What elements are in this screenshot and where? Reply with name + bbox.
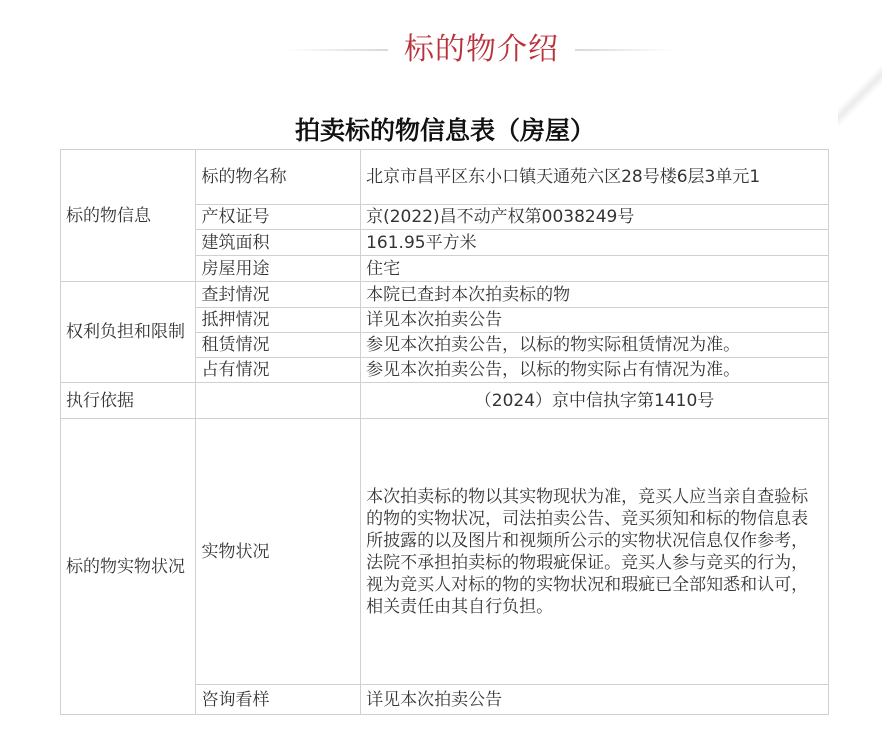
row-label-area: 建筑面积 (196, 230, 361, 256)
category-condition: 标的物实物状况 (61, 419, 196, 715)
row-value-lease: 参见本次拍卖公告，以标的物实际租赁情况为准。 (361, 333, 829, 358)
row-value-name: 北京市昌平区东小口镇天通苑六区28号楼6层3单元1 (361, 150, 829, 205)
table-row (61, 282, 829, 308)
row-label-mortgage: 抵押情况 (196, 308, 361, 333)
row-value-condition: 本次拍卖标的物以其实物现状为准，竞买人应当亲自查验标的物的实物状况，司法拍卖公告、竞买须知和标的物信息表所披露的以及图片和视频所公示的实物状况信息仅作参考，法院不承担拍卖标的物瑕疵保证。竞买人参与竞买的行为，视为竞买人对标的物的实物状况和瑕疵已全部知悉和认可，相关责任由其自行负担。 (361, 419, 829, 685)
header-divider-left (286, 49, 388, 51)
row-label-occupancy: 占有情况 (196, 358, 361, 383)
row-value-execution: （2024）京中信执字第1410号 (361, 383, 829, 419)
row-value-area: 161.95平方米 (361, 230, 829, 256)
row-label-lease: 租赁情况 (196, 333, 361, 358)
table-row (61, 150, 829, 205)
row-label-seal: 查封情况 (196, 282, 361, 308)
row-label-condition: 实物状况 (196, 419, 361, 685)
auction-info-table (60, 149, 829, 715)
row-value-usage: 住宅 (361, 256, 829, 282)
table-row (61, 419, 829, 685)
row-label-viewing: 咨询看样 (196, 685, 361, 715)
header-divider-right (575, 49, 673, 51)
row-value-cert: 京(2022)昌不动产权第0038249号 (361, 205, 829, 230)
section-title: 标的物介绍 (404, 32, 559, 67)
row-value-mortgage: 详见本次拍卖公告 (361, 308, 829, 333)
row-value-occupancy: 参见本次拍卖公告，以标的物实际占有情况为准。 (361, 358, 829, 383)
table-row (61, 383, 829, 419)
row-value-viewing: 详见本次拍卖公告 (361, 685, 829, 715)
row-label-cert: 产权证号 (196, 205, 361, 230)
category-object-info: 标的物信息 (61, 150, 196, 282)
row-label-name: 标的物名称 (196, 150, 361, 205)
row-label-usage: 房屋用途 (196, 256, 361, 282)
row-label-empty (196, 383, 361, 419)
category-execution: 执行依据 (61, 383, 196, 419)
corner-decoration (838, 66, 882, 126)
table-title: 拍卖标的物信息表（房屋） (294, 116, 595, 145)
category-rights: 权利负担和限制 (61, 282, 196, 383)
row-value-seal: 本院已查封本次拍卖标的物 (361, 282, 829, 308)
section-header (0, 24, 888, 74)
